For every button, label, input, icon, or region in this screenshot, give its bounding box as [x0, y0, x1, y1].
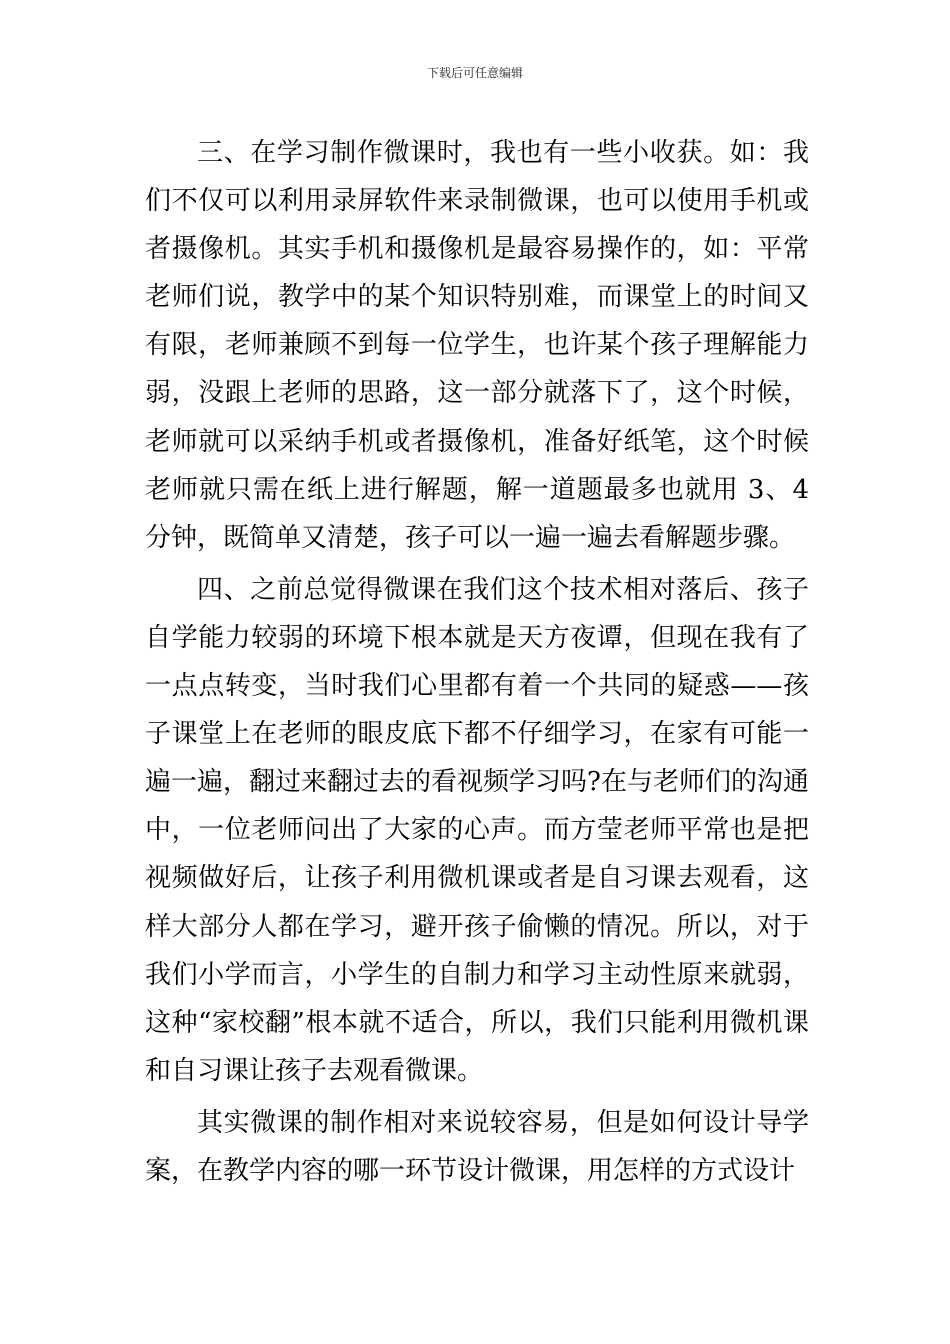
paragraph-5: 其实微课的制作相对来说较容易，但是如何设计导学案，在教学内容的哪一环节设计微课，用怎样的方式设计 [145, 1107, 809, 1186]
page-header: 下载后可任意编辑 [426, 66, 523, 80]
paragraph-4: 四、之前总觉得微课在我们这个技术相对落后、孩子自学能力较弱的环境下根本就是天方夜谭，但现在我有了一点点转变，当时我们心里都有着一个共同的疑惑——孩子课堂上在老师的眼皮底下都不仔细学习，在家有可能一遍一遍，翻过来翻过去的看视频学习吗?在与老师们的沟通中，一位老师问出了大家的心声。而方莹老师平常也是把视频做好后，让孩子利用微机课或者是自习课去观看，这样大部分人都在学习，避开孩子偷懒的情况。所以，对于我们小学而言，小学生的自制力和学习主动性原来就弱，这种“家校翻”根本就不适合，所以，我们只能利用微机课和自习课让孩子去观看微课。 [145, 574, 809, 1086]
document-body [145, 129, 809, 1195]
paragraph-3: 三、在学习制作微课时，我也有一些小收获。如：我们不仅可以利用录屏软件来录制微课，也可以使用手机或者摄像机。其实手机和摄像机是最容易操作的，如：平常老师们说，教学中的某个知识特别难，而课堂上的时间又有限，老师兼顾不到每一位学生，也许某个孩子理解能力弱，没跟上老师的思路，这一部分就落下了，这个时候，老师就可以采纳手机或者摄像机，准备好纸笔，这个时候老师就只需在纸上进行解题，解一道题最多也就用 3、4 分钟，既简单又清楚，孩子可以一遍一遍去看解题步骤。 [145, 138, 809, 553]
